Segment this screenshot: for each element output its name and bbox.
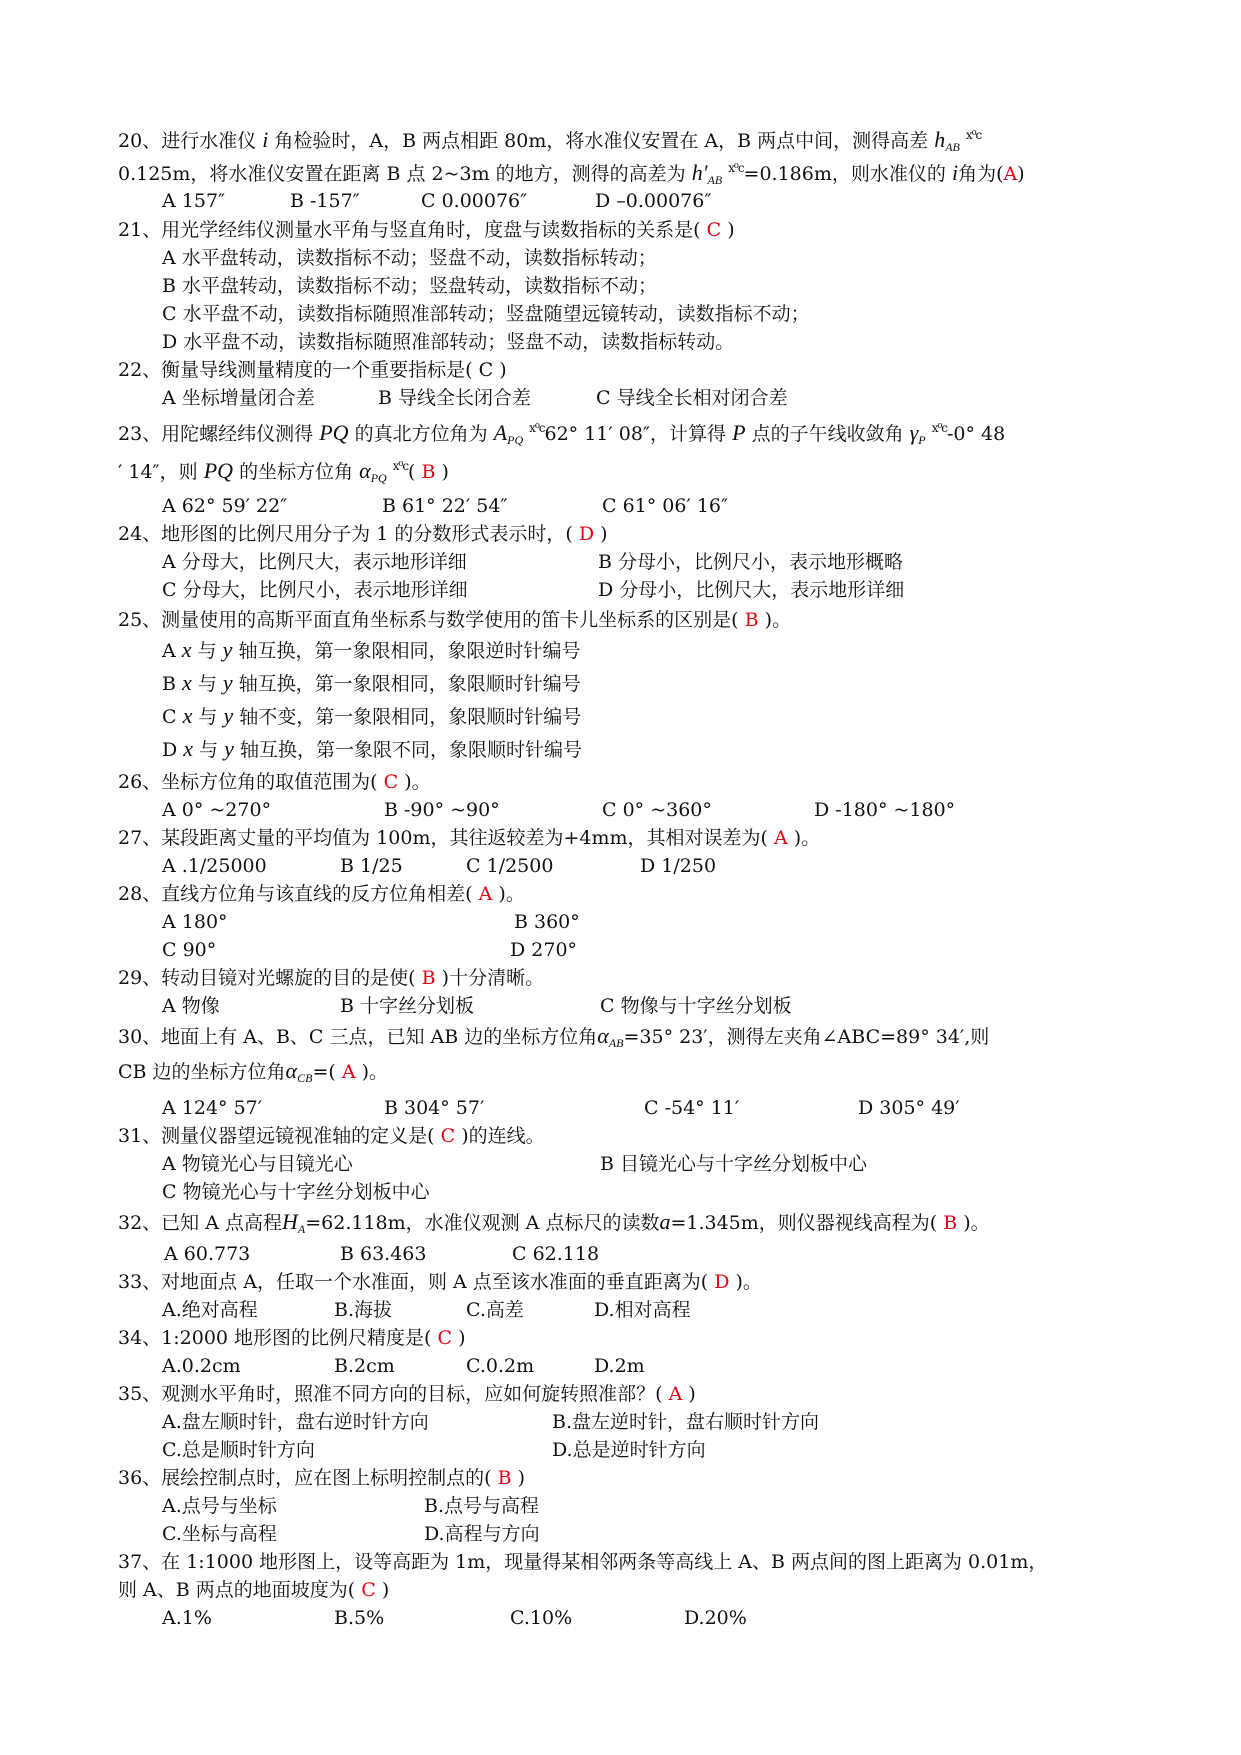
option: A 分母大，比例尺大，表示地形详细 (162, 551, 467, 573)
symbol-pq: PQ (203, 458, 234, 483)
answer: C (361, 1579, 376, 1601)
option: A.1% (162, 1607, 212, 1629)
symbol-alpha-ab: $\alpha_{AB}$ (597, 1023, 624, 1050)
option: B -157″ (290, 190, 360, 212)
option: C 分母大，比例尺小，表示地形详细 (162, 579, 468, 601)
option: A .1/25000 (162, 855, 267, 877)
option: B 61° 22′ 54″ (382, 495, 508, 517)
option: C.10% (510, 1607, 573, 1629)
question-23-line-1: 23、用陀螺经纬仪测得 PQ 的真北方位角为 $A_{PQ}$ $^{ⅹ^0ⅽ}$62° 11′ 08″，计算得 P 点的子午线收敛角 $\gamma_P$ $^{ⅹ^0ⅽ}$-0° 48 (118, 420, 1006, 447)
option: D.20% (684, 1607, 747, 1629)
option: A 坐标增量闭合差 (162, 387, 315, 409)
option: A.盘左顺时针，盘右逆时针方向 (162, 1411, 429, 1433)
option: B 水平盘转动，读数指标不动；竖盘转动，读数指标不动； (162, 275, 658, 297)
question-36: 36、展绘控制点时，应在图上标明控制点的( B ) (118, 1467, 526, 1489)
option: D –0.00076″ (595, 190, 712, 212)
symbol-i: i (262, 127, 269, 152)
option: D -180° ~180° (814, 799, 956, 821)
answer: D (578, 523, 595, 545)
symbol-a-pq: $A_{PQ}$ (493, 420, 524, 447)
answer: B (744, 609, 759, 631)
symbol-alpha-pq: $\alpha_{PQ}$ (359, 458, 387, 485)
answer: A (341, 1061, 356, 1083)
answer: C (706, 219, 722, 241)
option: A 物镜光心与目镜光心 (162, 1153, 353, 1175)
question-31: 31、测量仪器望远镜视准轴的定义是( C )的连线。 (118, 1125, 545, 1147)
answer: B (421, 461, 436, 483)
option: B.海拔 (334, 1299, 393, 1321)
option: C 0.00076″ (421, 190, 528, 212)
option: B.5% (334, 1607, 385, 1629)
option: B 十字丝分划板 (340, 995, 475, 1017)
question-35: 35、观测水平角时，照准不同方向的目标，应如何旋转照准部？( A ) (118, 1383, 696, 1405)
option: B 360° (514, 911, 580, 933)
option: B 目镜光心与十字丝分划板中心 (600, 1153, 868, 1175)
question-30-line-2: CB 边的坐标方位角$\alpha_{CB}=$( A )。 (118, 1058, 389, 1085)
option: D 305° 49′ (858, 1097, 960, 1119)
option: B x 与 y 轴互换，第一象限相同，象限顺时针编号 (162, 670, 581, 695)
option: C x 与 y 轴不变，第一象限相同，象限顺时针编号 (162, 703, 582, 728)
option: C.高差 (466, 1299, 524, 1321)
option: B.2cm (334, 1355, 395, 1377)
option: D.高程与方向 (424, 1523, 540, 1545)
option: D 水平盘不动，读数指标随照准部转动；竖盘不动，读数指标转动。 (162, 331, 735, 353)
question-30-line-1: 30、地面上有 A、B、C 三点，已知 AB 边的坐标方位角$\alpha_{AB}=35^\circ$ 23′，测得左夹角∠ABC=89° 34′,则 (118, 1023, 990, 1050)
symbol-a: a (659, 1209, 671, 1234)
option: A.绝对高程 (162, 1299, 258, 1321)
option: D.总是逆时针方向 (552, 1439, 706, 1461)
symbol-h-a: $H_A$ (281, 1209, 306, 1236)
option: C 物镜光心与十字丝分划板中心 (162, 1181, 430, 1203)
option: B 63.463 (340, 1243, 427, 1265)
symbol-pq: PQ (319, 420, 349, 445)
option: D x 与 y 轴互换，第一象限不同，象限顺时针编号 (162, 736, 582, 761)
option: A 水平盘转动，读数指标不动；竖盘不动，读数指标转动； (162, 247, 657, 269)
answer: A (1003, 163, 1018, 185)
option: C.坐标与高程 (162, 1523, 277, 1545)
answer: A (478, 883, 493, 905)
option: C.总是顺时针方向 (162, 1439, 315, 1461)
question-33: 33、对地面点 A，任取一个水准面，则 A 点至该水准面的垂直距离为( D )。 (118, 1271, 762, 1293)
option: A x 与 y 轴互换，第一象限相同，象限逆时针编号 (162, 637, 581, 662)
question-20-line-1: 20、进行水准仪 i 角检验时，A，B 两点相距 80m，将水准仪安置在 A，B 两点中间，测得高差 $h_{AB}$ $^{ⅹ^0ⅽ}$ (118, 127, 982, 154)
answer: B (421, 967, 436, 989)
option: A 124° 57′ (162, 1097, 263, 1119)
question-22: 22、衡量导线测量精度的一个重要指标是( C ) (118, 359, 507, 381)
option: A.0.2cm (162, 1355, 241, 1377)
option: B -90° ~90° (384, 799, 500, 821)
answer: C (437, 1327, 453, 1349)
symbol-i: i (951, 160, 959, 185)
option: B 304° 57′ (384, 1097, 485, 1119)
question-27: 27、某段距离丈量的平均值为 100m，其往返较差为+4mm，其相对误差为( A )。 (118, 827, 821, 849)
equals-mark-icon: ⅹ⁰ⅽ (931, 421, 947, 435)
answer: D (714, 1271, 730, 1293)
option: C 0° ~360° (602, 799, 712, 821)
question-29: 29、转动目镜对光螺旋的目的是使( B )十分清晰。 (118, 967, 545, 989)
answer: C (383, 771, 399, 793)
question-32: 32、已知 A 点高程$H_A=62.118m$，水准仪观测 A 点标尺的读数a=1.345m，则仪器视线高程为( B )。 (118, 1209, 990, 1236)
option: D.相对高程 (594, 1299, 691, 1321)
question-37-line-1: 37、在 1:1000 地形图上，设等高距为 1m，现量得某相邻两条等高线上 A、B 两点间的图上距离为 0.01m， (118, 1551, 1048, 1573)
option: B.点号与高程 (424, 1495, 540, 1517)
option: B.盘左逆时针，盘右顺时针方向 (552, 1411, 820, 1433)
answer: B (497, 1467, 512, 1489)
option: D 分母小，比例尺大，表示地形详细 (598, 579, 905, 601)
option: D 1/250 (640, 855, 717, 877)
question-24: 24、地形图的比例尺用分子为 1 的分数形式表示时，( D ) (118, 523, 608, 545)
option: A 62° 59′ 22″ (162, 495, 288, 517)
option: B 导线全长闭合差 (378, 387, 532, 409)
question-20-line-2: 0.125m，将水准仪安置在距离 B 点 2~3m 的地方，测得的高差为 $h'_{AB}$ $^{ⅹ^0ⅽ}$=0.186m，则水准仪的 i角为(A) (118, 160, 1025, 187)
answer: B (943, 1212, 958, 1234)
option: C 水平盘不动，读数指标随照准部转动；竖盘随望远镜转动，读数指标不动； (162, 303, 810, 325)
question-26: 26、坐标方位角的取值范围为( C )。 (118, 771, 431, 793)
question-21: 21、用光学经纬仪测量水平角与竖直角时，度盘与读数指标的关系是( C ) (118, 219, 735, 241)
option: B 1/25 (340, 855, 403, 877)
equals-mark-icon: ⅹ⁰ⅽ (392, 459, 409, 473)
option: C.0.2m (466, 1355, 535, 1377)
option: C 物像与十字丝分划板 (600, 995, 792, 1017)
equals-mark-icon: ⅹ⁰ⅽ (965, 128, 982, 142)
symbol-h-ab: $h_{AB}$ (934, 127, 960, 154)
question-23-line-2: ′ 14″，则 PQ 的坐标方位角 $\alpha_{PQ}$ $^{ⅹ^0ⅽ}$( B ) (118, 458, 449, 485)
symbol-h-prime-ab: $h'_{AB}$ (691, 160, 723, 187)
equals-mark-icon: ⅹ⁰ⅽ (529, 421, 545, 435)
option: A 0° ~270° (162, 799, 272, 821)
option: A 157″ (162, 190, 226, 212)
answer: A (668, 1383, 683, 1405)
option: A.点号与坐标 (162, 1495, 277, 1517)
option: B 分母小，比例尺小，表示地形概略 (598, 551, 904, 573)
option: C 62.118 (512, 1243, 600, 1265)
option: A 180° (162, 911, 228, 933)
question-28: 28、直线方位角与该直线的反方位角相差( A )。 (118, 883, 525, 905)
option: C 1/2500 (466, 855, 554, 877)
equals-mark-icon: ⅹ⁰ⅽ (728, 161, 744, 175)
option: A 60.773 (164, 1243, 251, 1265)
option: D.2m (594, 1355, 645, 1377)
symbol-alpha-cb: $\alpha_{CB}$ (285, 1058, 313, 1085)
question-37-line-2: 则 A、B 两点的地面坡度为( C ) (118, 1579, 390, 1601)
option: C 90° (162, 939, 217, 961)
answer: C (440, 1125, 456, 1147)
option: D 270° (510, 939, 578, 961)
question-34: 34、1:2000 地形图的比例尺精度是( C ) (118, 1327, 466, 1349)
answer: A (774, 827, 788, 849)
question-25: 25、测量使用的高斯平面直角坐标系与数学使用的笛卡儿坐标系的区别是( B )。 (118, 609, 792, 631)
option: C 61° 06′ 16″ (602, 495, 729, 517)
option: C 导线全长相对闭合差 (596, 387, 788, 409)
option: C -54° 11′ (644, 1097, 740, 1119)
symbol-p: P (732, 420, 746, 445)
option: A 物像 (162, 995, 220, 1017)
symbol-gamma-p: $\gamma_P$ (909, 420, 926, 447)
